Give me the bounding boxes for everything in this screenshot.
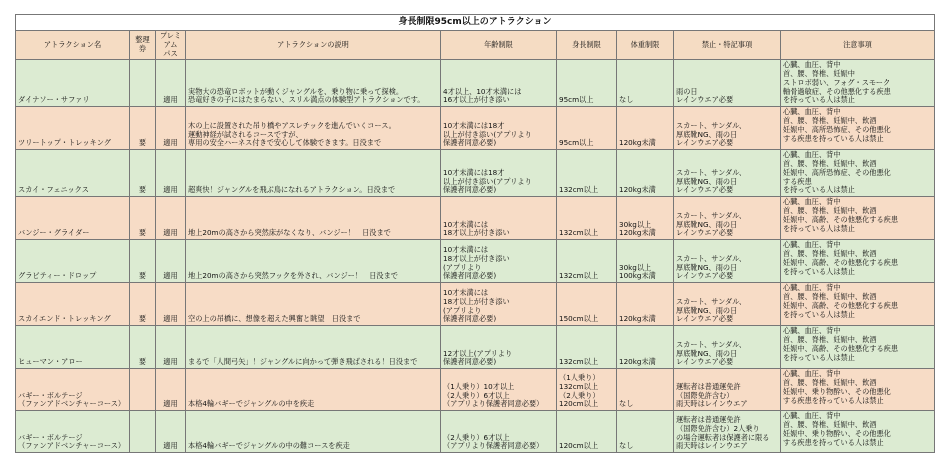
table-row xyxy=(16,369,935,411)
cell-height[interactable]: 95cm以上 xyxy=(557,107,617,150)
header-attraction-name[interactable]: アトラクション名 xyxy=(16,31,130,60)
cell-description[interactable]: 実物大の恐竜ロボットが動くジャングルを、乗り物に乗って探検。 恐竜好きの子にはたまらない、スリル満点の体験型アトラクションです。 xyxy=(186,60,441,107)
cell-height[interactable]: （1人乗り） 132cm以上 （2人乗り） 120cm以上 xyxy=(557,369,617,411)
cell-prohibited[interactable]: スカート、サンダル、 厚底靴NG、雨の日 レインウエア必要 xyxy=(674,150,781,197)
cell-age[interactable]: 10才未満には 18才以上が付き添い xyxy=(441,197,557,240)
header-prohibited[interactable]: 禁止・特記事項 xyxy=(674,31,781,60)
cell-age[interactable]: 4才以上、10才未満には 16才以上が付き添い xyxy=(441,60,557,107)
cell-prohibited[interactable]: 運転者は普通運免許 （国際免許含む） 雨天時はレインウエア xyxy=(674,369,781,411)
cell-prohibited[interactable]: 雨の日 レインウエア必要 xyxy=(674,60,781,107)
cell-age[interactable]: 10才未満には 18才以上が付き添い (アプリより 保護者同意必要) xyxy=(441,240,557,283)
cell-premium[interactable]: 適用 xyxy=(156,197,186,240)
cell-name[interactable]: ヒューマン・アロー xyxy=(16,326,130,369)
cell-name[interactable]: スカイ・フェニックス xyxy=(16,150,130,197)
table-row xyxy=(16,197,935,240)
cell-premium[interactable]: 適用 xyxy=(156,326,186,369)
cell-premium[interactable]: 適用 xyxy=(156,150,186,197)
cell-height[interactable]: 132cm以上 xyxy=(557,150,617,197)
cell-height[interactable]: 95cm以上 xyxy=(557,60,617,107)
cell-height[interactable]: 120cm以上 xyxy=(557,411,617,453)
cell-description[interactable]: 本格4輪バギーでジャングルの中を疾走 xyxy=(186,369,441,411)
cell-notes[interactable]: 心臓、血圧、背中 首、腰、脊椎、妊娠中、飲酒 妊娠中、高所恐怖症、その他悪化 する疾患 を持っている人は禁止 xyxy=(781,150,935,197)
cell-name[interactable]: バギー・ボルテージ （ファンアドベンチャーコース） xyxy=(16,369,130,411)
cell-name[interactable]: バンジー・グライダー xyxy=(16,197,130,240)
cell-notes[interactable]: 心臓、血圧、背中 首、腰、脊椎、妊娠中、飲酒 妊娠中、高齢、その他悪化する疾患 を持っている人は禁止 xyxy=(781,283,935,326)
cell-ticket[interactable]: 要 xyxy=(130,197,156,240)
header-ticket[interactable]: 整理券 xyxy=(130,31,156,60)
cell-prohibited[interactable]: スカート、サンダル、 厚底靴NG、雨の日 レインウエア必要 xyxy=(674,107,781,150)
cell-description[interactable]: 地上20mの高さから突然フックを外され、バンジー！ 日没まで xyxy=(186,240,441,283)
cell-ticket[interactable]: 要 xyxy=(130,240,156,283)
cell-ticket[interactable]: 要 xyxy=(130,150,156,197)
cell-name[interactable]: ツリートップ・トレッキング xyxy=(16,107,130,150)
cell-premium[interactable]: 適用 xyxy=(156,369,186,411)
cell-height[interactable]: 132cm以上 xyxy=(557,197,617,240)
cell-age[interactable]: （2人乗り）6才以上 （アプリより保護者同意必要） xyxy=(441,411,557,453)
cell-notes[interactable]: 心臓、血圧、背中 首、腰、脊椎、妊娠中、飲酒 妊娠中、高齢、その他悪化する疾患 を持っている人は禁止 xyxy=(781,197,935,240)
cell-weight[interactable]: 120kg未満 xyxy=(617,107,674,150)
cell-notes[interactable]: 心臓、血圧、背中 首、腰、脊椎、妊娠中、飲酒 妊娠中、高齢、その他悪化する疾患 を持っている人は禁止 xyxy=(781,240,935,283)
cell-age[interactable]: 10才未満には18才 以上が付き添い(アプリより 保護者同意必要) xyxy=(441,150,557,197)
cell-description[interactable]: 地上20mの高さから突然床がなくなり、バンジー！ 日没まで xyxy=(186,197,441,240)
table-row xyxy=(16,283,935,326)
table-row xyxy=(16,240,935,283)
attraction-table xyxy=(15,14,935,453)
cell-prohibited[interactable]: 運転者は普通運免許 （国際免許含む）2人乗り の場合運転者は保護者に限る 雨天時はレインウエア xyxy=(674,411,781,453)
cell-premium[interactable]: 適用 xyxy=(156,411,186,453)
cell-prohibited[interactable]: スカート、サンダル、 厚底靴NG、雨の日 レインウエア必要 xyxy=(674,283,781,326)
cell-description[interactable]: 木の上に設置された吊り橋やアスレチックを進んでいくコース。 運動神経が試されるコースですが、 専用の安全ハーネス付きで安心して体験できます。日没まで xyxy=(186,107,441,150)
cell-name[interactable]: バギー・ボルテージ （ファンアドベンチャーコース） xyxy=(16,411,130,453)
cell-age[interactable]: （1人乗り）10才以上 （2人乗り）6才以上 （アプリより保護者同意必要） xyxy=(441,369,557,411)
cell-weight[interactable]: なし xyxy=(617,60,674,107)
table-row xyxy=(16,411,935,453)
header-description[interactable]: アトラクションの説明 xyxy=(186,31,441,60)
cell-ticket[interactable] xyxy=(130,60,156,107)
cell-notes[interactable]: 心臓、血圧、背中 首、腰、脊椎、妊娠中、飲酒 妊娠中、高齢、その他悪化する疾患 を持っている人は禁止 xyxy=(781,326,935,369)
cell-name[interactable]: スカイエンド・トレッキング xyxy=(16,283,130,326)
header-premium-pass[interactable]: プレミアム パス xyxy=(156,31,186,60)
cell-ticket[interactable] xyxy=(130,369,156,411)
header-age-limit[interactable]: 年齢制限 xyxy=(441,31,557,60)
cell-prohibited[interactable]: スカート、サンダル、 厚底靴NG、雨の日 レインウエア必要 xyxy=(674,326,781,369)
cell-description[interactable]: まるで「人間弓矢」！ジャングルに向かって弾き飛ばされる！日没まで xyxy=(186,326,441,369)
cell-weight[interactable]: なし xyxy=(617,369,674,411)
cell-height[interactable]: 132cm以上 xyxy=(557,326,617,369)
table-row xyxy=(16,60,935,107)
cell-name[interactable]: グラビティー・ドロップ xyxy=(16,240,130,283)
cell-description[interactable]: 超爽快！ジャングルを飛ぶ鳥になれるアトラクション。日没まで xyxy=(186,150,441,197)
cell-prohibited[interactable]: スカート、サンダル、 厚底靴NG、雨の日 レインウエア必要 xyxy=(674,197,781,240)
table-row xyxy=(16,107,935,150)
cell-notes[interactable]: 心臓、血圧、背中 首、腰、脊椎、妊娠中、飲酒 妊娠中、乗り物酔い、その他悪化 する疾患を持っている人は禁止 xyxy=(781,411,935,453)
cell-age[interactable]: 12才以上(アプリより 保護者同意必要) xyxy=(441,326,557,369)
cell-ticket[interactable]: 要 xyxy=(130,326,156,369)
cell-height[interactable]: 132cm以上 xyxy=(557,240,617,283)
cell-premium[interactable]: 適用 xyxy=(156,107,186,150)
cell-premium[interactable]: 適用 xyxy=(156,60,186,107)
cell-height[interactable]: 150cm以上 xyxy=(557,283,617,326)
table-row xyxy=(16,150,935,197)
table-row xyxy=(16,326,935,369)
spreadsheet xyxy=(15,14,934,453)
header-notes[interactable]: 注意事項 xyxy=(781,31,935,60)
cell-weight[interactable]: 120kg未満 xyxy=(617,283,674,326)
cell-weight[interactable]: 120kg未満 xyxy=(617,150,674,197)
header-height-limit[interactable]: 身長制限 xyxy=(557,31,617,60)
cell-ticket[interactable]: 要 xyxy=(130,283,156,326)
cell-age[interactable]: 10才未満には18才 以上が付き添い(アプリより 保護者同意必要) xyxy=(441,107,557,150)
cell-name[interactable]: ダイナソー・サファリ xyxy=(16,60,130,107)
cell-weight[interactable]: 120kg未満 xyxy=(617,326,674,369)
cell-description[interactable]: 空の上の吊橋に、想像を超えた興奮と眺望 日没まで xyxy=(186,283,441,326)
cell-premium[interactable]: 適用 xyxy=(156,283,186,326)
cell-premium[interactable]: 適用 xyxy=(156,240,186,283)
cell-weight[interactable]: なし xyxy=(617,411,674,453)
cell-notes[interactable]: 心臓、血圧、背中 首、腰、脊椎、妊娠中、飲酒 妊娠中、高所恐怖症、その他悪化 する疾患を持っている人は禁止 xyxy=(781,107,935,150)
header-row xyxy=(16,31,935,60)
cell-weight[interactable]: 30kg以上 120kg未満 xyxy=(617,197,674,240)
cell-prohibited[interactable]: スカート、サンダル、 厚底靴NG、雨の日 レインウエア必要 xyxy=(674,240,781,283)
cell-weight[interactable]: 30kg以上 100kg未満 xyxy=(617,240,674,283)
cell-ticket[interactable] xyxy=(130,411,156,453)
cell-ticket[interactable]: 要 xyxy=(130,107,156,150)
cell-notes[interactable]: 心臓、血圧、背中 首、腰、脊椎、妊娠中、飲酒 妊娠中、乗り物酔い、その他悪化 する疾患を持っている人は禁止 xyxy=(781,369,935,411)
cell-age[interactable]: 10才未満には 18才以上が付き添い (アプリより 保護者同意必要) xyxy=(441,283,557,326)
cell-description[interactable]: 本格4輪バギーでジャングルの中の難コースを疾走 xyxy=(186,411,441,453)
table-title[interactable]: 身長制限95cm以上のアトラクション xyxy=(16,15,935,31)
header-weight-limit[interactable]: 体重制限 xyxy=(617,31,674,60)
cell-notes[interactable]: 心臓、血圧、背中 首、腰、脊椎、妊娠中 ストロボ弱い、フォグ・スモーク 軸骨過敏症、その他悪化する疾患 を持っている人は禁止 xyxy=(781,60,935,107)
